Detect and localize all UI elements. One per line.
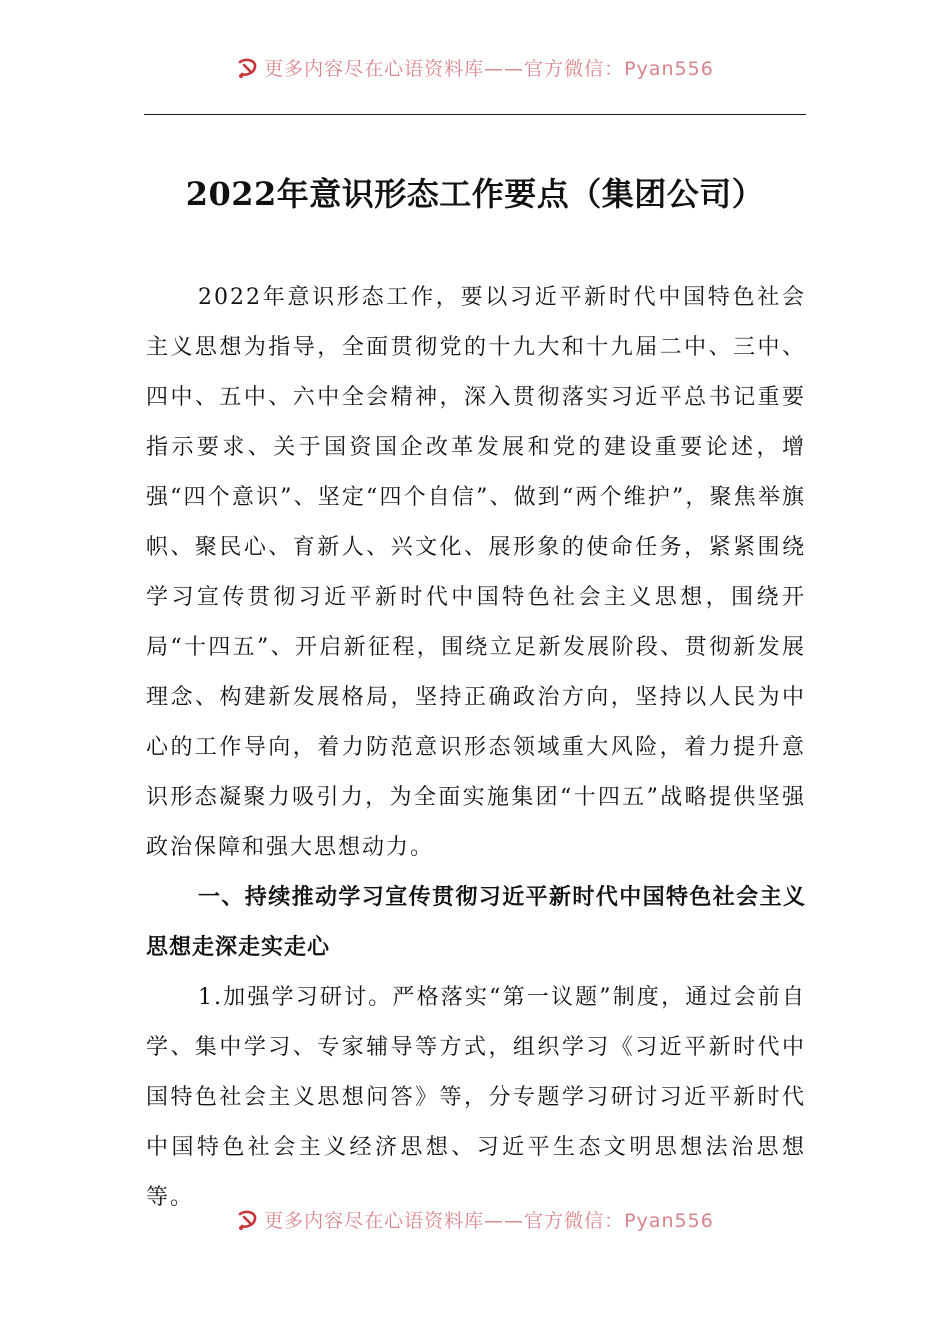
watermark-bottom	[0, 1206, 950, 1233]
intro-paragraph: 2022年意识形态工作，要以习近平新时代中国特色社会主义思想为指导，全面贯彻党的十九大和十九届二中、三中、四中、五中、六中全会精神，深入贯彻落实习近平总书记重要指示要求、关于国资国企改革发展和党的建设重要论述，增强“四个意识”、坚定“四个自信”、做到“两个维护”，聚焦举旗帜、聚民心、育新人、兴文化、展形象的使命任务，紧紧围绕学习宣传贯彻习近平新时代中国特色社会主义思想，围绕开局“十四五”、开启新征程，围绕立足新发展阶段、贯彻新发展理念、构建新发展格局，坚持正确政治方向，坚持以人民为中心的工作导向，着力防范意识形态领域重大风险，着力提升意识形态凝聚力吸引力，为全面实施集团“十四五”战略提供坚强政治保障和强大思想动力。	[146, 285, 806, 860]
watermark-logo-icon	[236, 56, 260, 80]
watermark-text: 更多内容尽在心语资料库——官方微信：Pyan556	[264, 1210, 714, 1232]
watermark-text: 更多内容尽在心语资料库——官方微信：Pyan556	[264, 58, 714, 80]
watermark-logo-icon	[236, 1208, 260, 1232]
section-heading-1: 一、持续推动学习宣传贯彻习近平新时代中国特色社会主义思想走深走实走心	[146, 885, 806, 960]
item-paragraph-1: 1.加强学习研讨。严格落实“第一议题”制度，通过会前自学、集中学习、专家辅导等方式，组织学习《习近平新时代中国特色社会主义思想问答》等，分专题学习研讨习近平新时代中国特色社会主义经济思想、习近平生态文明思想法治思想等。	[146, 985, 806, 1210]
header-divider	[144, 114, 806, 115]
document-body	[146, 273, 806, 1223]
watermark-top	[0, 54, 950, 81]
document-title: 2022年意识形态工作要点（集团公司）	[185, 175, 765, 213]
